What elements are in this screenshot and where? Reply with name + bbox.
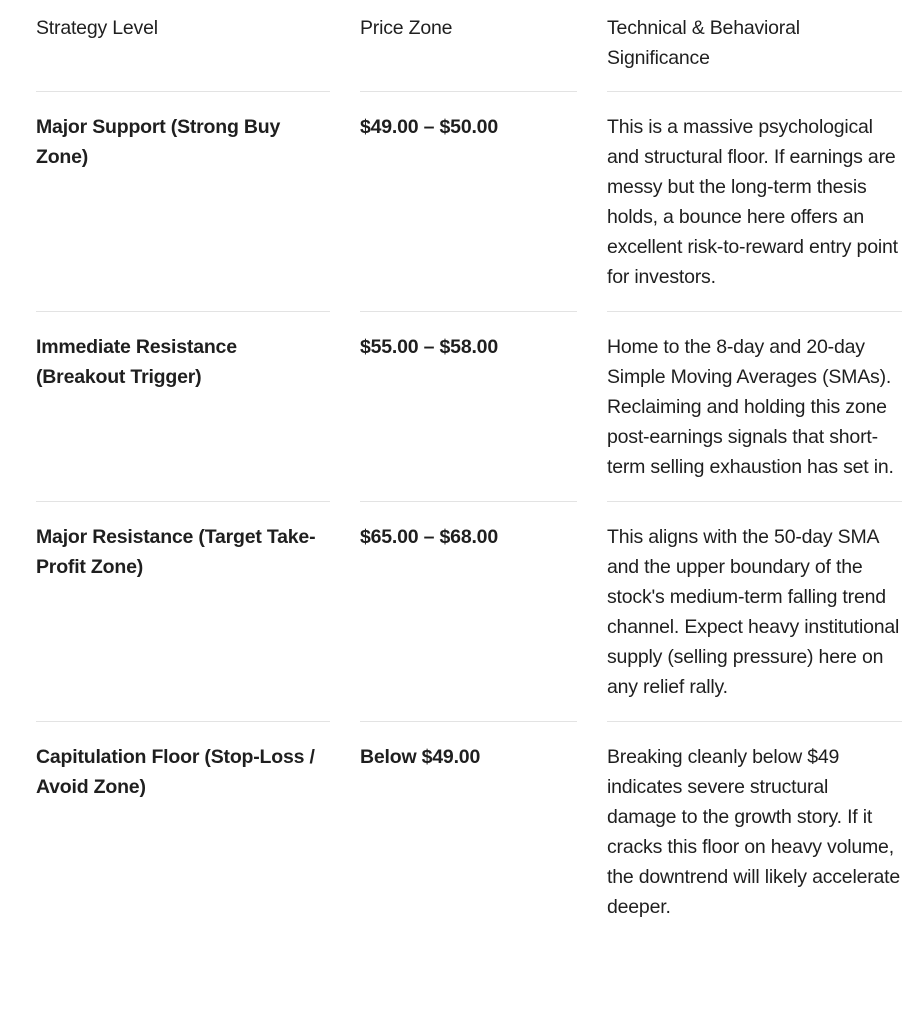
strategy-level-cell: Major Resistance (Target Take-Profit Zone)	[36, 526, 316, 578]
table-row	[36, 312, 902, 501]
strategy-levels-table	[36, 0, 902, 941]
strategy-level-cell: Major Support (Strong Buy Zone)	[36, 116, 281, 168]
significance-cell: This aligns with the 50-day SMA and the upper boundary of the stock's medium-term falling trend channel. Expect heavy institutional supply (selling pressure) here on any relief rally.	[607, 526, 900, 698]
significance-cell: This is a massive psychological and structural floor. If earnings are messy but the long-term thesis holds, a bounce here offers an excellent risk-to-reward entry point for investors.	[607, 116, 898, 288]
table-row	[36, 502, 902, 721]
header-strategy-level: Strategy Level	[36, 17, 158, 39]
table-row	[36, 722, 902, 941]
table-header-row	[36, 0, 902, 91]
price-zone-cell: $55.00 – $58.00	[360, 336, 498, 358]
table-row	[36, 92, 902, 311]
strategy-level-cell: Immediate Resistance (Breakout Trigger)	[36, 336, 237, 388]
strategy-level-cell: Capitulation Floor (Stop-Loss / Avoid Zone)	[36, 746, 315, 798]
significance-cell: Breaking cleanly below $49 indicates severe structural damage to the growth story. If it cracks this floor on heavy volume, the downtrend will likely accelerate deeper.	[607, 746, 901, 918]
significance-cell: Home to the 8-day and 20-day Simple Moving Averages (SMAs). Reclaiming and holding this zone post-earnings signals that short-term selling exhaustion has set in.	[607, 336, 894, 478]
header-significance: Technical & Behavioral Significance	[607, 17, 800, 69]
header-price-zone: Price Zone	[360, 17, 453, 39]
price-zone-cell: $49.00 – $50.00	[360, 116, 498, 138]
price-zone-cell: Below $49.00	[360, 746, 481, 768]
price-zone-cell: $65.00 – $68.00	[360, 526, 498, 548]
